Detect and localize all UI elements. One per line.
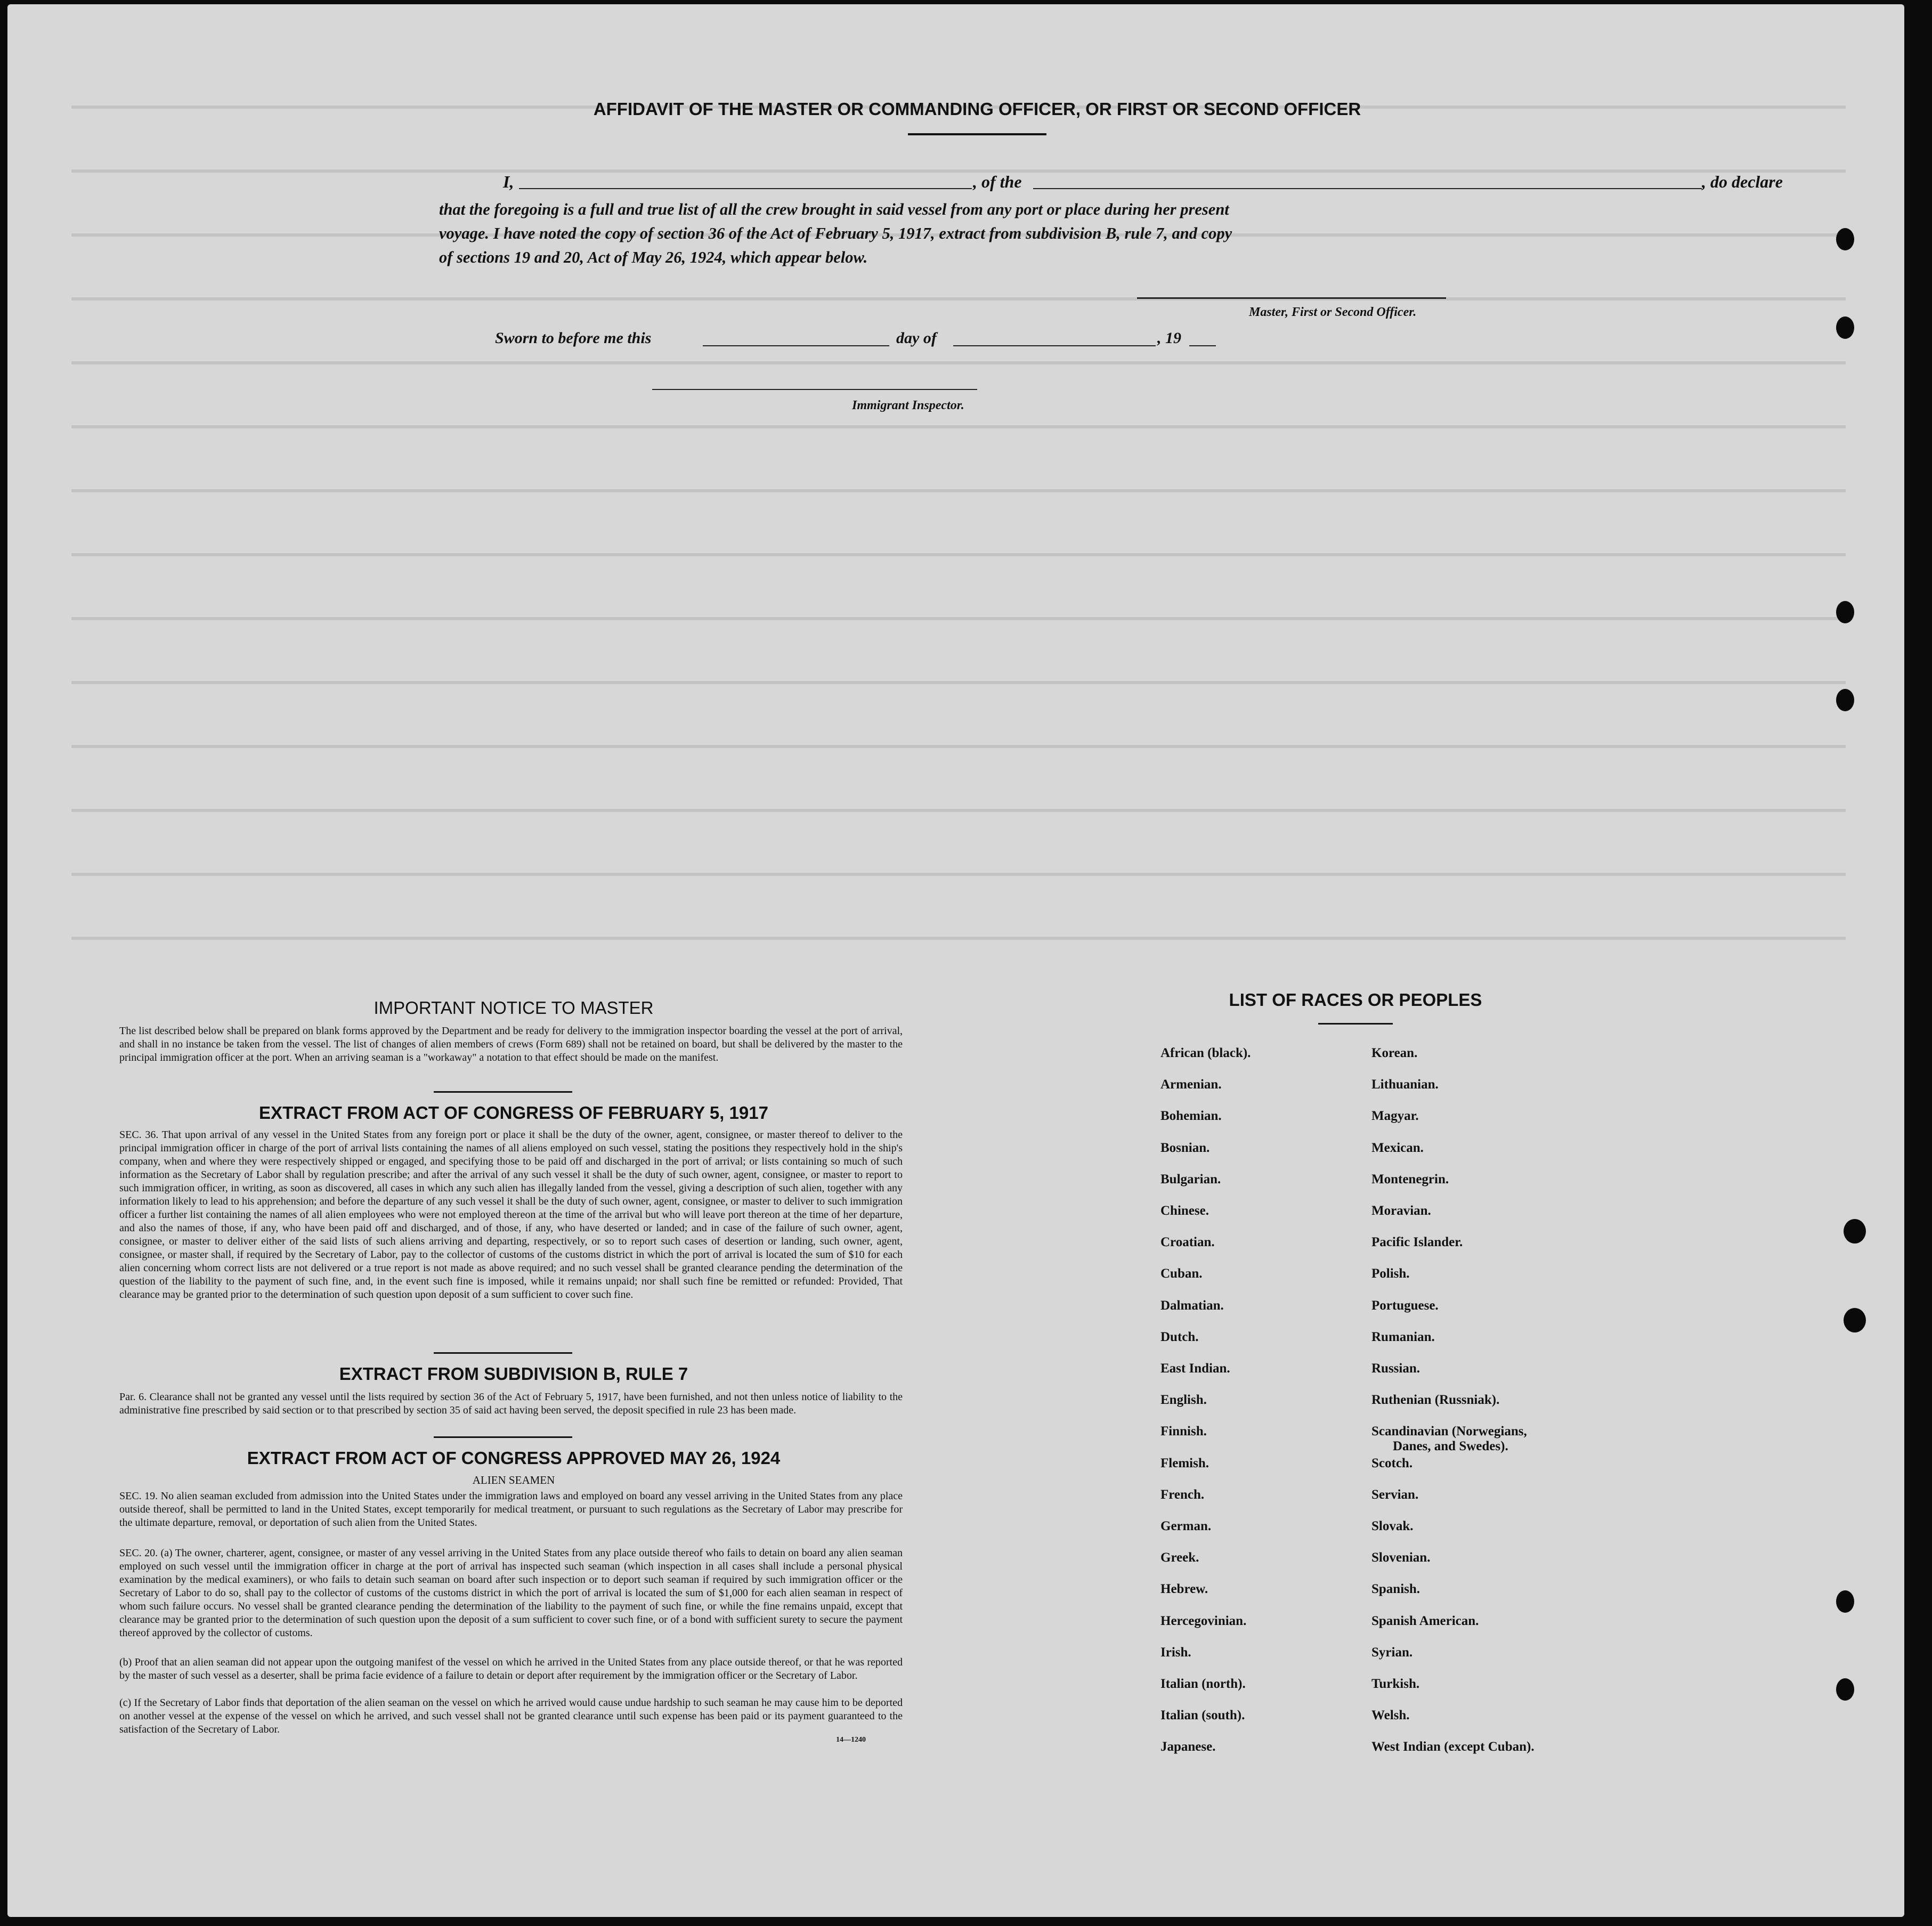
vessel-blank-line — [1033, 188, 1702, 189]
race-item: Servian. — [1371, 1487, 1419, 1502]
binder-hole — [1836, 228, 1854, 250]
sec-19-text: SEC. 19. No alien seaman excluded from admission into the United States under the immigration laws and employed on board any vessel arriving in the United States from any place outside thereof, shall be permitted to land in the United States, except temporarily for medical treatment, or pursuant to such regulations as the Secretary of Labor may prescribe for the ultimate departure, removal, or deportation of such alien from the United States. — [119, 1490, 903, 1529]
race-item: Magyar. — [1371, 1109, 1419, 1124]
race-item: Scandinavian (Norwegians, — [1371, 1424, 1527, 1439]
sec-20a-text: SEC. 20. (a) The owner, charterer, agent, consignee, or master of any vessel arriving in the United States from any place outside thereof who fails to detain on board any alien seaman employed on such vessel until the immigration officer in charge at the port of arrival has inspected such seaman (which inspection in all cases shall include a personal physical examination by the medical examiners), or who fails to detain such seaman on board after such inspection or to deport such seaman if required by such immigration officer or the Secretary of Labor to do so, shall pay to the collector of customs of the customs district in which the port of arrival is located the sum of $1,000 for each alien seaman in respect of whom such failure occurs. No vessel shall be granted clearance pending the determination of the liability to the payment of such fine, or while the fine remains unpaid, except that clearance may be granted prior to the determination of such question upon the deposit of a sum sufficient to cover such fine, or of a bond with sufficient surety to secure the payment thereof approved by the collector of customs. — [119, 1547, 903, 1639]
race-item: Flemish. — [1160, 1456, 1209, 1470]
declaration-line-2: voyage. I have noted the copy of section 36 of the Act of February 5, 1917, extract from subdivision B, rule 7, and copy — [439, 224, 1232, 242]
race-item: English. — [1160, 1393, 1207, 1408]
binder-hole — [1836, 1678, 1854, 1701]
race-item: Pacific Islander. — [1371, 1235, 1463, 1250]
race-item: Greek. — [1160, 1550, 1199, 1565]
declaration-of-the: , of the — [973, 172, 1022, 191]
race-item: Slovenian. — [1371, 1550, 1431, 1565]
binder-hole — [1836, 1590, 1854, 1613]
race-item: Scotch. — [1371, 1456, 1413, 1470]
race-item: Finnish. — [1160, 1424, 1207, 1439]
master-signature-label: Master, First or Second Officer. — [1249, 305, 1417, 319]
race-item: Bohemian. — [1160, 1109, 1222, 1124]
race-item: Moravian. — [1371, 1204, 1431, 1218]
declaration-line-3: of sections 19 and 20, Act of May 26, 1924, which appear below. — [439, 248, 868, 266]
races-rule — [1318, 1023, 1393, 1025]
notice-rule — [434, 1091, 572, 1093]
race-item: Rumanian. — [1371, 1329, 1435, 1344]
race-item: Slovak. — [1371, 1519, 1414, 1533]
binder-hole — [1836, 689, 1854, 711]
race-item: Montenegrin. — [1371, 1172, 1449, 1187]
race-item: Lithuanian. — [1371, 1077, 1439, 1092]
subdivision-b-heading: EXTRACT FROM SUBDIVISION B, RULE 7 — [339, 1364, 688, 1384]
notice-heading: IMPORTANT NOTICE TO MASTER — [374, 998, 654, 1018]
race-item: Hercegovinian. — [1160, 1613, 1247, 1628]
race-item: German. — [1160, 1519, 1212, 1533]
race-item: Croatian. — [1160, 1235, 1215, 1250]
race-item: Japanese. — [1160, 1740, 1216, 1754]
race-item: Hebrew. — [1160, 1582, 1208, 1597]
inspector-signature-line — [652, 389, 977, 390]
race-item: French. — [1160, 1487, 1205, 1502]
affidavit-title: AFFIDAVIT OF THE MASTER OR COMMANDING OFFICER, OR FIRST OR SECOND OFFICER — [593, 99, 1361, 119]
document-page — [7, 4, 1904, 1917]
race-item: Italian (south). — [1160, 1708, 1245, 1723]
sworn-month-line — [953, 345, 1156, 346]
name-blank-line — [519, 188, 972, 189]
race-item: Mexican. — [1371, 1140, 1424, 1155]
subdivision-b-rule — [434, 1436, 572, 1438]
declaration-line-1: that the foregoing is a full and true list of all the crew brought in said vessel from any port or place during her present — [439, 200, 1229, 218]
race-item: Dutch. — [1160, 1329, 1199, 1344]
form-number: 14—1240 — [836, 1736, 866, 1744]
sec-20b-text: (b) Proof that an alien seaman did not appear upon the outgoing manifest of the vessel on which he arrived in the United States from any place outside thereof, or that he was reported by the master of such vessel as a deserter, shall be prima facie evidence of a failure to detain or deport after requirement by the immigration officer or the Secretary of Labor. — [119, 1656, 903, 1681]
extract-1917-body: SEC. 36. That upon arrival of any vessel in the United States from any foreign port or place it shall be the duty of the owner, agent, consignee, or master thereof to deliver to the principal immigration officer in charge of the port of arrival lists containing the names of all aliens employed on such vessel, stating the positions they respectively hold in the ship's company, when and where they were respectively shipped or engaged, and specifying those to be paid off and discharged in the port of arrival; or lists containing so much of such information as the Secretary of Labor shall by regulation prescribe; and after the arrival of any such vessel it shall be the duty of such owner, agent, consignee, or master to report to such immigration officer, in writing, as soon as discovered, all cases in which any such alien has illegally landed from the vessel, giving a description of such alien, together with any information likely to lead to his apprehension; and before the departure of any such vessel it shall be the duty of such owner, agent, consignee, or master to deliver to such immigration officer a further list containing the names of all alien employees who were not employed thereon at the time of the arrival but who will leave port thereon at the time of her departure, and also the names of those, if any, who have been paid off and discharged, and of those, if any, who have deserted or landed; and in case of the failure of such owner, agent, consignee, or master to deliver either of the said lists of such aliens arriving and departing, respectively, or so to report such cases of desertion or landing, such owner, agent, consignee, or master shall, if required by the Secretary of Labor, pay to the collector of customs of the customs district in which the port of arrival is located the sum of $10 for each alien concerning whom correct lists are not delivered or a true report is not made as above required; and no such vessel shall be granted clearance pending the determination of the question of the liability to the payment of such fine, and, in the event such fine is imposed, while it remains unpaid; nor shall such fine be remitted or refunded: Provided, That clearance may be granted prior to the determination of such question upon deposit of a sum sufficient to cover such fine. — [119, 1129, 903, 1301]
race-item: West Indian (except Cuban). — [1371, 1740, 1535, 1754]
sec-20c-text: (c) If the Secretary of Labor finds that deportation of the alien seaman on the vessel on which he arrived would cause undue hardship to such seaman he may cause him to be deported on another vessel at the expense of the vessel on which he arrived, and such vessel shall not be granted clearance until such expense has been paid or its payment guaranteed to the satisfaction of the Secretary of Labor. — [119, 1697, 903, 1735]
race-item: Russian. — [1371, 1361, 1420, 1376]
binder-hole — [1844, 1308, 1866, 1332]
race-item: Spanish American. — [1371, 1613, 1479, 1628]
alien-seamen-subheading: ALIEN SEAMEN — [472, 1474, 555, 1486]
race-item: Syrian. — [1371, 1645, 1413, 1660]
sworn-year: , 19 — [1157, 329, 1181, 347]
notice-body: The list described below shall be prepared on blank forms approved by the Department and be ready for delivery to the immigration inspector boarding the vessel at the port of arrival, and shall in no instance be taken from the vessel. The list of changes of alien members of crews (Form 689) shall not be retained on board, but shall be delivered by the master to the principal immigration officer at the port. When an arriving seaman is a "workaway" a notation to that effect should be made on the manifest. — [119, 1025, 903, 1063]
title-underline — [908, 133, 1046, 135]
race-item: Dalmatian. — [1160, 1298, 1224, 1313]
subdivision-b-body: Par. 6. Clearance shall not be granted any vessel until the lists required by section 36 of the Act of February 5, 1917, have been furnished, and not then unless notice of liability to the administrative fine prescribed by said section or to that prescribed by section 35 of said act having been served, the deposit specified in rule 23 has been made. — [119, 1391, 903, 1416]
inspector-label: Immigrant Inspector. — [852, 399, 964, 412]
extract-1917-rule — [434, 1352, 572, 1354]
master-signature-line — [1137, 297, 1446, 299]
binder-hole — [1836, 316, 1854, 339]
extract-1924-heading: EXTRACT FROM ACT OF CONGRESS APPROVED MAY 26, 1924 — [247, 1448, 781, 1468]
race-item: Welsh. — [1371, 1708, 1410, 1723]
race-item: African (black). — [1160, 1046, 1251, 1060]
race-item: Danes, and Swedes). — [1393, 1439, 1508, 1454]
race-item: Portuguese. — [1371, 1298, 1439, 1313]
extract-1917-heading: EXTRACT FROM ACT OF CONGRESS OF FEBRUARY 5, 1917 — [259, 1103, 768, 1123]
race-item: East Indian. — [1160, 1361, 1230, 1376]
race-item: Chinese. — [1160, 1204, 1209, 1218]
sworn-day-line — [703, 345, 889, 346]
race-item: Italian (north). — [1160, 1677, 1246, 1691]
race-item: Cuban. — [1160, 1266, 1203, 1281]
sworn-text: Sworn to before me this — [495, 329, 652, 347]
race-item: Turkish. — [1371, 1677, 1420, 1691]
race-item: Korean. — [1371, 1046, 1418, 1060]
sworn-day-of: day of — [896, 329, 937, 347]
race-item: Ruthenian (Russniak). — [1371, 1393, 1500, 1408]
race-item: Bulgarian. — [1160, 1172, 1221, 1187]
race-item: Spanish. — [1371, 1582, 1420, 1597]
races-heading: LIST OF RACES OR PEOPLES — [1229, 990, 1482, 1010]
sworn-year-line — [1189, 345, 1216, 346]
race-item: Bosnian. — [1160, 1140, 1210, 1155]
race-item: Polish. — [1371, 1266, 1410, 1281]
binder-hole — [1836, 601, 1854, 623]
binder-hole — [1844, 1219, 1866, 1244]
declaration-i: I, — [503, 172, 514, 191]
race-item: Irish. — [1160, 1645, 1191, 1660]
declaration-do-declare: , do declare — [1702, 172, 1783, 191]
race-item: Armenian. — [1160, 1077, 1222, 1092]
